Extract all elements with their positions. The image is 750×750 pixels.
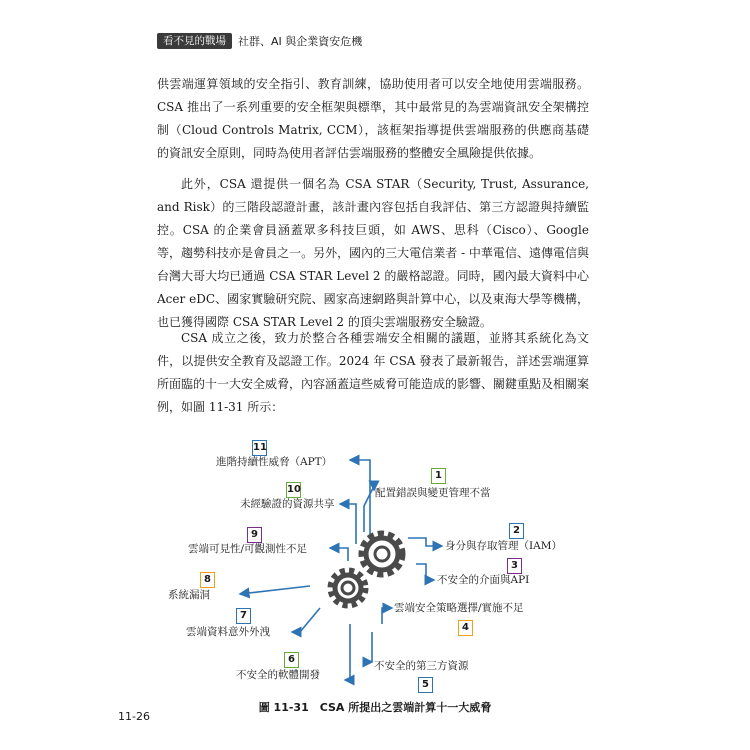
header-chip: 看不見的戰場 — [157, 33, 232, 49]
arrow-2 — [408, 538, 442, 546]
arrow-9 — [330, 548, 348, 561]
paragraph-1: 供雲端運算領域的安全指引、教育訓練，協助使用者可以安全地使用雲端服務。CSA 推出了一系列重要的安全框架與標準，其中最常見的為雲端資訊安全架構控制（Cloud Controls Matrix, CCM），該框架指導提供雲端服務的供應商基礎的資訊安全原則，同時為使用者評估雲端服務的整體安全風險提供依據。 — [157, 77, 589, 160]
threat-number-2: 2 — [509, 523, 524, 539]
arrow-7 — [292, 608, 320, 632]
page-number: 11-26 — [118, 710, 150, 723]
paragraph-2: 此外，CSA 還提供一個名為 CSA STAR（Security, Trust, Assurance, and Risk）的三階段認證計畫，該計畫內容包括自我評估、第三方認證與持續監控。CSA 的企業會員涵蓋眾多科技巨頭，如 AWS、思科（Cisco）、Google 等，趨勢科技亦是會員之一。另外，國內的三大電信業者 - 中華電信、遠傳電信與台灣大哥大均已通過 CSA STAR Level 2 的嚴格認證。同時，國內最大資料中心 Acer eDC、國家實驗研究院、國家高速網路與計算中心，以及東海大學等機構，也已獲得國際 CSA STAR Level 2 的頂尖雲端服務安全驗證。 — [157, 177, 589, 329]
threat-number-6: 6 — [284, 652, 299, 668]
threat-label-9: 雲端可見性/可觀測性不足 — [188, 543, 308, 555]
arrow-8 — [240, 586, 310, 594]
threat-number-11: 11 — [252, 440, 267, 456]
arrow-6 — [345, 624, 350, 680]
threat-label-10: 未經驗證的資源共享 — [240, 498, 335, 510]
gear-icon — [331, 534, 402, 605]
threat-label-2: 身分與存取管理（IAM） — [445, 540, 562, 552]
running-header — [157, 33, 362, 49]
threat-label-8: 系統漏洞 — [168, 589, 210, 601]
threats-diagram — [160, 436, 590, 698]
threat-label-1: 配置錯誤與變更管理不當 — [375, 487, 491, 499]
threat-number-1: 1 — [431, 468, 446, 484]
arrow-4 — [382, 608, 392, 624]
threat-number-8: 8 — [200, 572, 215, 588]
figure-caption: 圖 11-31 CSA 所提出之雲端計算十一大威脅 — [258, 701, 492, 714]
arrow-1 — [364, 486, 374, 532]
threat-label-5: 不安全的第三方資源 — [374, 660, 469, 672]
threat-number-3: 3 — [507, 558, 522, 574]
threat-label-4: 雲端安全策略選擇/實施不足 — [394, 602, 524, 614]
threat-number-7: 7 — [236, 608, 251, 624]
threat-number-9: 9 — [247, 527, 262, 543]
threat-number-5: 5 — [418, 677, 433, 693]
threat-number-4: 4 — [458, 620, 473, 636]
diagram-arrows — [160, 436, 590, 698]
header-subtitle: 社群、AI 與企業資安危機 — [238, 35, 363, 48]
threat-label-7: 雲端資料意外外洩 — [186, 626, 270, 638]
paragraph-3: CSA 成立之後，致力於整合各種雲端安全相關的議題，並將其系統化為文件，以提供安全教育及認證工作。2024 年 CSA 發表了最新報告，詳述雲端運算所面臨的十一大安全威脅，內容涵蓋這些威脅可能造成的影響、關鍵重點及相關案例，如圖 11-31 所示： — [157, 331, 590, 414]
arrow-10 — [340, 504, 356, 544]
arrow-11 — [350, 460, 370, 534]
threat-label-11: 進階持續性威脅（APT） — [216, 456, 333, 468]
threat-label-6: 不安全的軟體開發 — [236, 669, 320, 681]
arrow-3 — [416, 564, 434, 580]
threat-number-10: 10 — [286, 482, 301, 498]
threat-label-3: 不安全的介面與API — [437, 574, 530, 586]
